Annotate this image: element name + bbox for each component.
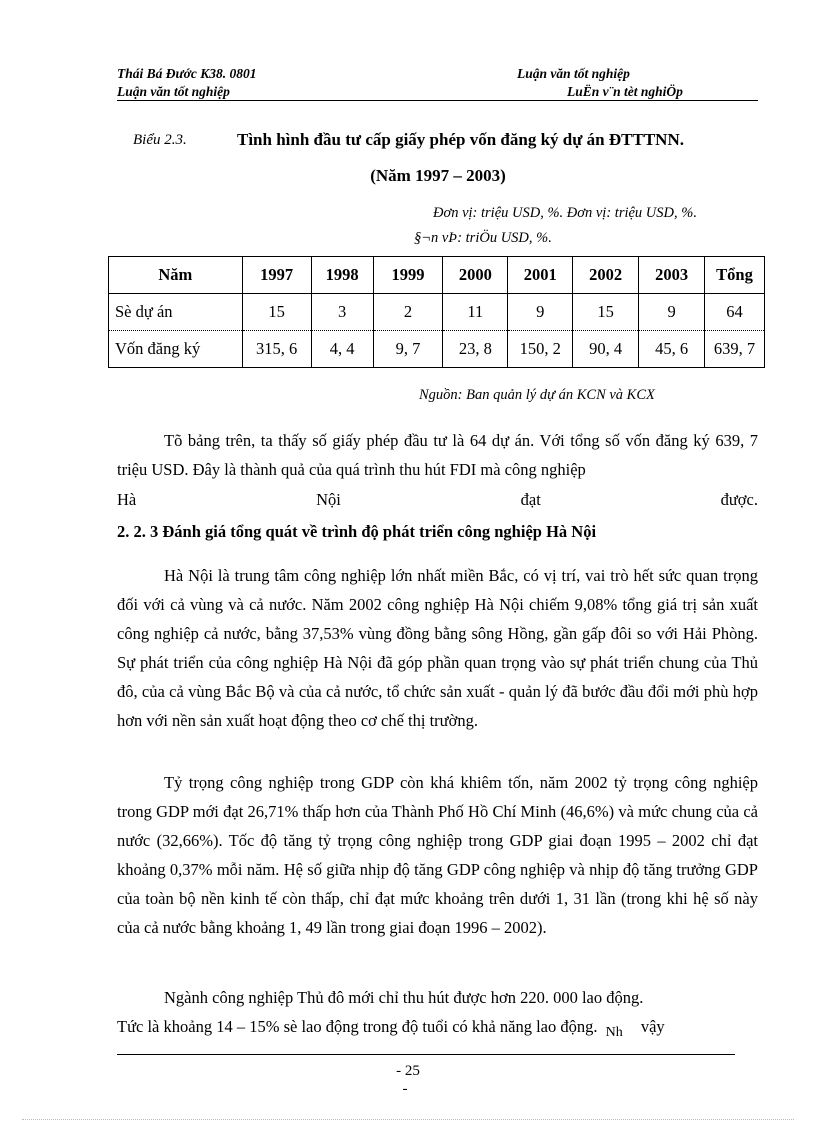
paragraph-labour xyxy=(117,983,758,1012)
header-rule xyxy=(117,100,758,101)
table-cell: 45, 6 xyxy=(639,331,705,368)
paragraph-text: Tõ bảng trên, ta thấy số giấy phép đầu tư là 64 dự án. Với tổng số vốn đăng ký 639, 7 triệu USD. Đây là thành quả của quá trình thu hút FDI mà công nghiệp xyxy=(117,431,758,479)
header-thesis-title-2: Luận văn tốt nghiệp xyxy=(117,84,230,99)
word: Hà xyxy=(117,490,137,509)
header-cell: Năm xyxy=(109,257,243,294)
table-cell: 3 xyxy=(311,294,373,331)
paragraph-text: Tức là khoảng 14 – 15% sè lao động trong độ tuổi có khả năng lao động. xyxy=(117,1017,598,1036)
word: được. xyxy=(720,490,758,509)
header-author: Thái Bá Đước K38. 0801 xyxy=(117,66,257,81)
table-cell: 9, 7 xyxy=(373,331,443,368)
table-cell: 15 xyxy=(242,294,311,331)
header-thesis-garbled: LuËn v¨n tèt nghiÖp xyxy=(567,84,683,99)
table-cell: 2 xyxy=(373,294,443,331)
word: vậy xyxy=(640,1017,665,1036)
table-cell: 639, 7 xyxy=(705,331,765,368)
header-thesis-title: Luận văn tốt nghiệp xyxy=(517,66,630,81)
word: Nh xyxy=(605,1025,623,1040)
paragraph-summary xyxy=(117,426,758,484)
table-cell: 64 xyxy=(705,294,765,331)
header-cell: 2001 xyxy=(508,257,573,294)
paragraph-text: Hà Nội là trung tâm công nghiệp lớn nhất miền Bắc, có vị trí, vai trò hết sức quan trọng đối với cả vùng và cả nước. Năm 2002 công nghiệp Hà Nội chiếm 9,08% tổng giá trị sản xuất công nghiệp cả nước, bằng 37,53% vùng đồng bằng sông Hồng, gần gấp đôi so với Hải Phòng. Sự phát triển của công nghiệp Hà Nội đã góp phần quan trọng vào sự phát triển chung của Thủ đô, của cả vùng Bắc Bộ và của cả nước, tổ chức sản xuất - quản lý đã bước đầu đổi mới phù hợp hơn với nền sản xuất hoạt động theo cơ chế thị trường. xyxy=(117,566,758,730)
table-cell: 150, 2 xyxy=(508,331,573,368)
table-cell: 9 xyxy=(639,294,705,331)
unit-note-garbled: §¬n vÞ: triÖu USD, %. xyxy=(414,230,552,246)
word: đạt xyxy=(520,490,541,509)
page-dash: - xyxy=(402,1081,408,1097)
table-cell: 4, 4 xyxy=(311,331,373,368)
footer-rule xyxy=(117,1054,735,1055)
table-cell: 11 xyxy=(443,294,508,331)
page-bottom-border xyxy=(22,1119,794,1120)
header-cell: 1997 xyxy=(242,257,311,294)
source-note: Nguồn: Ban quản lý dự án KCN và KCX xyxy=(419,387,655,403)
word: Nội xyxy=(316,490,341,509)
paragraph-gdp-share xyxy=(117,768,758,942)
header-cell: 2003 xyxy=(639,257,705,294)
page-number: - 25 xyxy=(396,1063,420,1079)
table-row xyxy=(109,331,765,368)
paragraph-text: Tỷ trọng công nghiệp trong GDP còn khá khiêm tốn, năm 2002 tỷ trọng công nghiệp trong GDP mới đạt 26,71% thấp hơn của Thành Phố Hồ Chí Minh (46,6%) và mức chung của cả nước (32,66%). Tốc độ tăng tỷ trọng công nghiệp trong GDP giai đoạn 1995 – 2002 chỉ đạt khoảng 0,37% mỗi năm. Hệ số giữa nhịp độ tăng GDP công nghiệp và nhịp độ tăng trưởng GDP của toàn bộ nền kinh tế còn thấp, chỉ đạt mức khoảng trên dưới 1, 31 lần (trong khi hệ số này của cả nước bằng khoảng 1, 49 lần trong giai đoạn 1996 – 2002). xyxy=(117,773,758,937)
table-cell: 315, 6 xyxy=(242,331,311,368)
row-label: Vốn đăng ký xyxy=(109,331,243,368)
caption-title: Tình hình đầu tư cấp giấy phép vốn đăng ký dự án ĐTTTNN. xyxy=(237,130,684,149)
section-heading: 2. 2. 3 Đánh giá tổng quát về trình độ phát triển công nghiệp Hà Nội xyxy=(117,522,597,541)
row-label: Sè dự án xyxy=(109,294,243,331)
table-row xyxy=(109,294,765,331)
paragraph-labour-line2 xyxy=(117,1012,665,1043)
header-cell: Tổng xyxy=(705,257,765,294)
header-cell: 1999 xyxy=(373,257,443,294)
header-cell: 1998 xyxy=(311,257,373,294)
unit-note: Đơn vị: triệu USD, %. Đơn vị: triệu USD, %. xyxy=(433,205,697,221)
caption-years: (Năm 1997 – 2003) xyxy=(370,166,506,185)
paragraph-overview xyxy=(117,561,758,735)
header-cell: 2000 xyxy=(443,257,508,294)
table-cell: 23, 8 xyxy=(443,331,508,368)
paragraph-text: Ngành công nghiệp Thủ đô mới chỉ thu hút được hơn 220. 000 lao động. xyxy=(164,988,644,1007)
investment-table xyxy=(108,256,765,368)
table-header-row xyxy=(109,257,765,294)
table-cell: 9 xyxy=(508,294,573,331)
header-cell: 2002 xyxy=(573,257,639,294)
caption-label: Biểu 2.3. xyxy=(133,132,187,148)
table-cell: 90, 4 xyxy=(573,331,639,368)
table-cell: 15 xyxy=(573,294,639,331)
paragraph-distributed-line xyxy=(117,485,758,514)
